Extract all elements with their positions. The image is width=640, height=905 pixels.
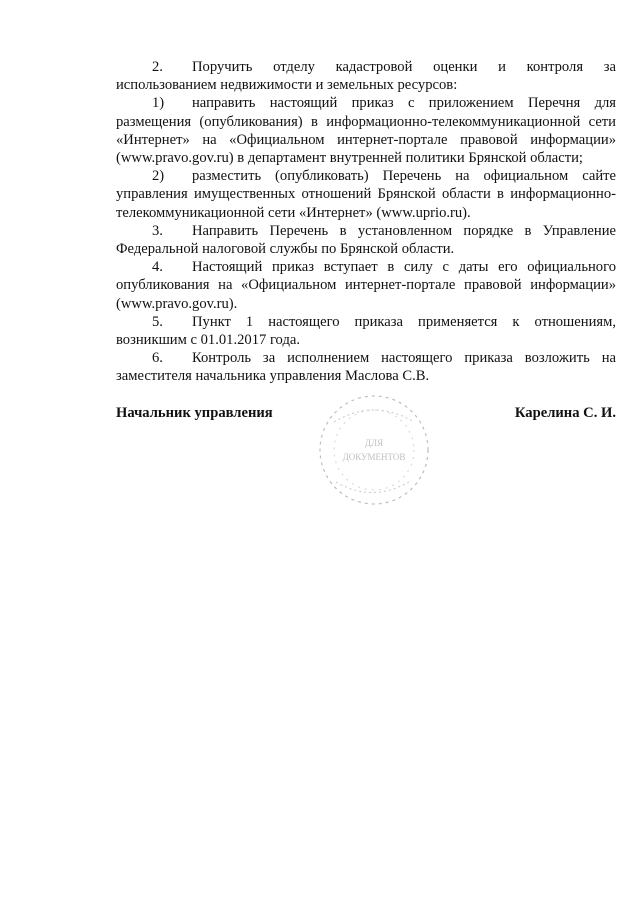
stamp-text-line1: ДЛЯ (364, 438, 384, 448)
item-text: разместить (опубликовать) Перечень на официальном сайте управления имущественных отношений Брянской области в информационно-телекоммуникационной сети «Интернет» (www.uprio.ru). (116, 168, 616, 221)
item-number: 2. (152, 59, 163, 75)
paragraph-subitem-1 (116, 94, 616, 167)
item-text: направить настоящий приказ с приложением Перечня для размещения (опубликования) в информационно-телекоммуникационной сети «Интернет» на «Официальном интернет-портале правовой информации» (www.pravo.gov.ru) в департамент внутренней политики Брянской области; (116, 95, 616, 167)
document-body (116, 58, 616, 386)
item-number: 1) (152, 95, 165, 112)
paragraph-item-5 (116, 313, 616, 349)
signatory-name: Карелина С. И. (514, 405, 616, 421)
paragraph-subitem-2 (116, 167, 616, 222)
item-text: Поручить отделу кадастровой оценки и контроля за использованием недвижимости и земельных ресурсов: (116, 59, 616, 94)
item-number: 2) (152, 168, 165, 185)
stamp-seal (316, 392, 432, 508)
item-text: Пункт 1 настоящего приказа применяется к отношениям, возникшим с 01.01.2017 года. (116, 313, 616, 349)
item-text: Направить Перечень в установленном порядке в Управление Федеральной налоговой службы по Брянской области. (116, 222, 616, 258)
paragraph-item-2 (116, 58, 616, 94)
item-number: 3. (152, 222, 163, 239)
paragraph-item-6 (116, 349, 616, 385)
item-number: 5. (152, 313, 163, 330)
paragraph-item-4 (116, 258, 616, 313)
signatory-title: Начальник управления (116, 405, 273, 421)
item-text: Настоящий приказ вступает в силу с даты его официального опубликования на «Официальном интернет-портале правовой информации» (www.pravo.gov.ru). (116, 259, 616, 312)
item-number: 4. (152, 259, 163, 276)
paragraph-item-3 (116, 222, 616, 258)
item-number: 6. (152, 350, 163, 367)
item-text: Контроль за исполнением настоящего приказа возложить на заместителя начальника управления Маслова С.В. (116, 350, 616, 385)
stamp-text-line2: ДОКУМЕНТОВ (342, 452, 406, 462)
